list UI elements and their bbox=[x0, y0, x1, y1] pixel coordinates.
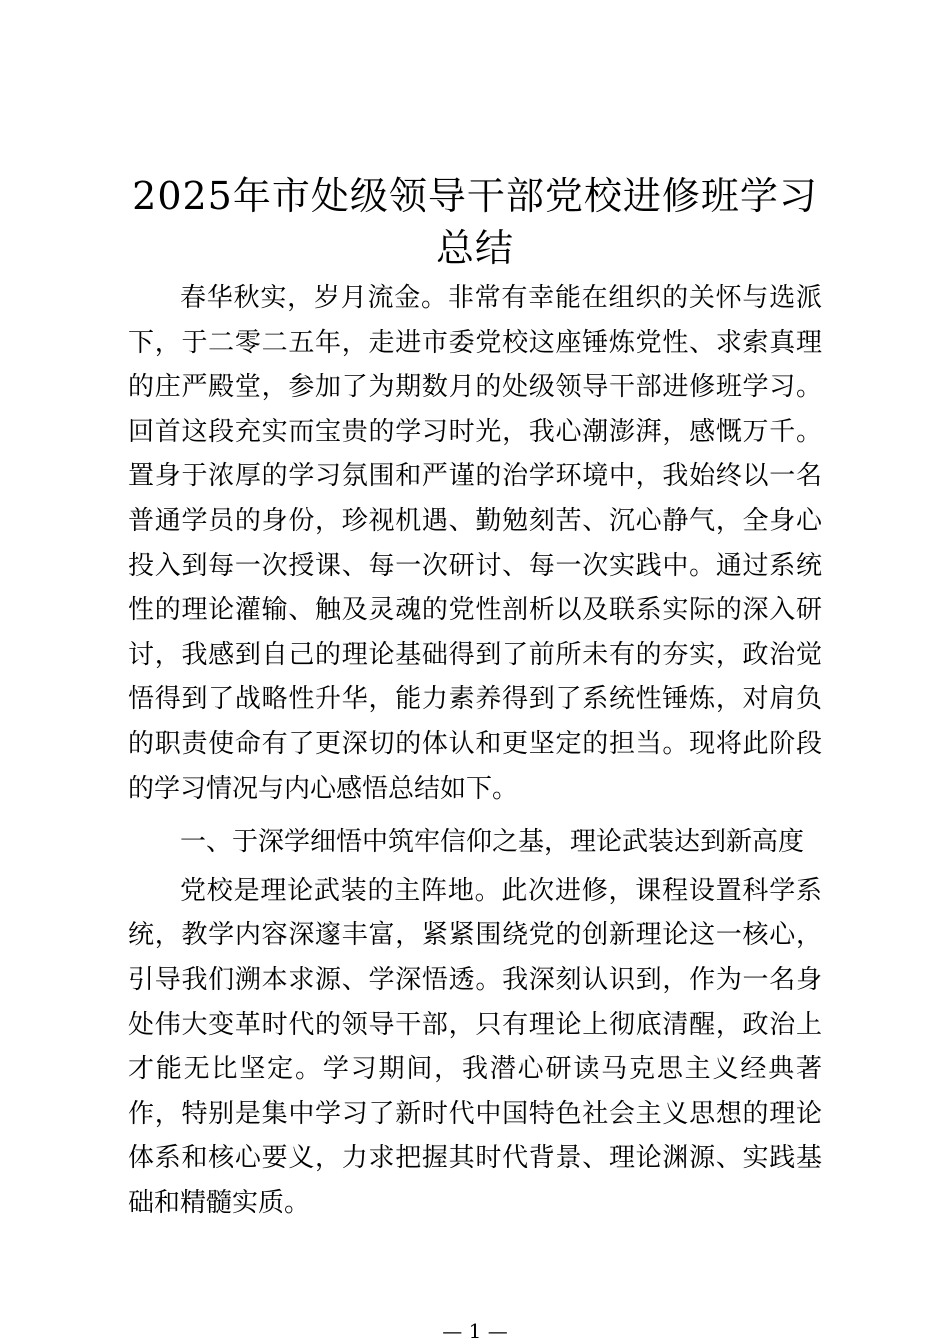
document-title: 2025年市处级领导干部党校进修班学习总结 bbox=[132, 174, 818, 270]
document-body bbox=[128, 276, 822, 1225]
section-paragraph: 党校是理论武装的主阵地。此次进修，课程设置科学系统，教学内容深邃丰富，紧紧围绕党的创新理论这一核心，引导我们溯本求源、学深悟透。我深刻认识到，作为一名身处伟大变革时代的领导干部，只有理论上彻底清醒，政治上才能无比坚定。学习期间，我潜心研读马克思主义经典著作，特别是集中学习了新时代中国特色社会主义思想的理论体系和核心要义，力求把握其时代背景、理论渊源、实践基础和精髓实质。 bbox=[128, 875, 822, 1218]
intro-paragraph: 春华秋实，岁月流金。非常有幸能在组织的关怀与选派下，于二零二五年，走进市委党校这座锤炼党性、求索真理的庄严殿堂，参加了为期数月的处级领导干部进修班学习。回首这段充实而宝贵的学习时光，我心潮澎湃，感慨万千。置身于浓厚的学习氛围和严谨的治学环境中，我始终以一名普通学员的身份，珍视机遇、勤勉刻苦、沉心静气，全身心投入到每一次授课、每一次研讨、每一次实践中。通过系统性的理论灌输、触及灵魂的党性剖析以及联系实际的深入研讨，我感到自己的理论基础得到了前所未有的夯实，政治觉悟得到了战略性升华，能力素养得到了系统性锤炼，对肩负的职责使命有了更深切的体认和更坚定的担当。现将此阶段的学习情况与内心感悟总结如下。 bbox=[128, 283, 822, 804]
page-number: — 1 — bbox=[442, 1319, 508, 1343]
section-heading: 一、于深学细悟中筑牢信仰之基，理论武装达到新高度 bbox=[180, 827, 805, 858]
